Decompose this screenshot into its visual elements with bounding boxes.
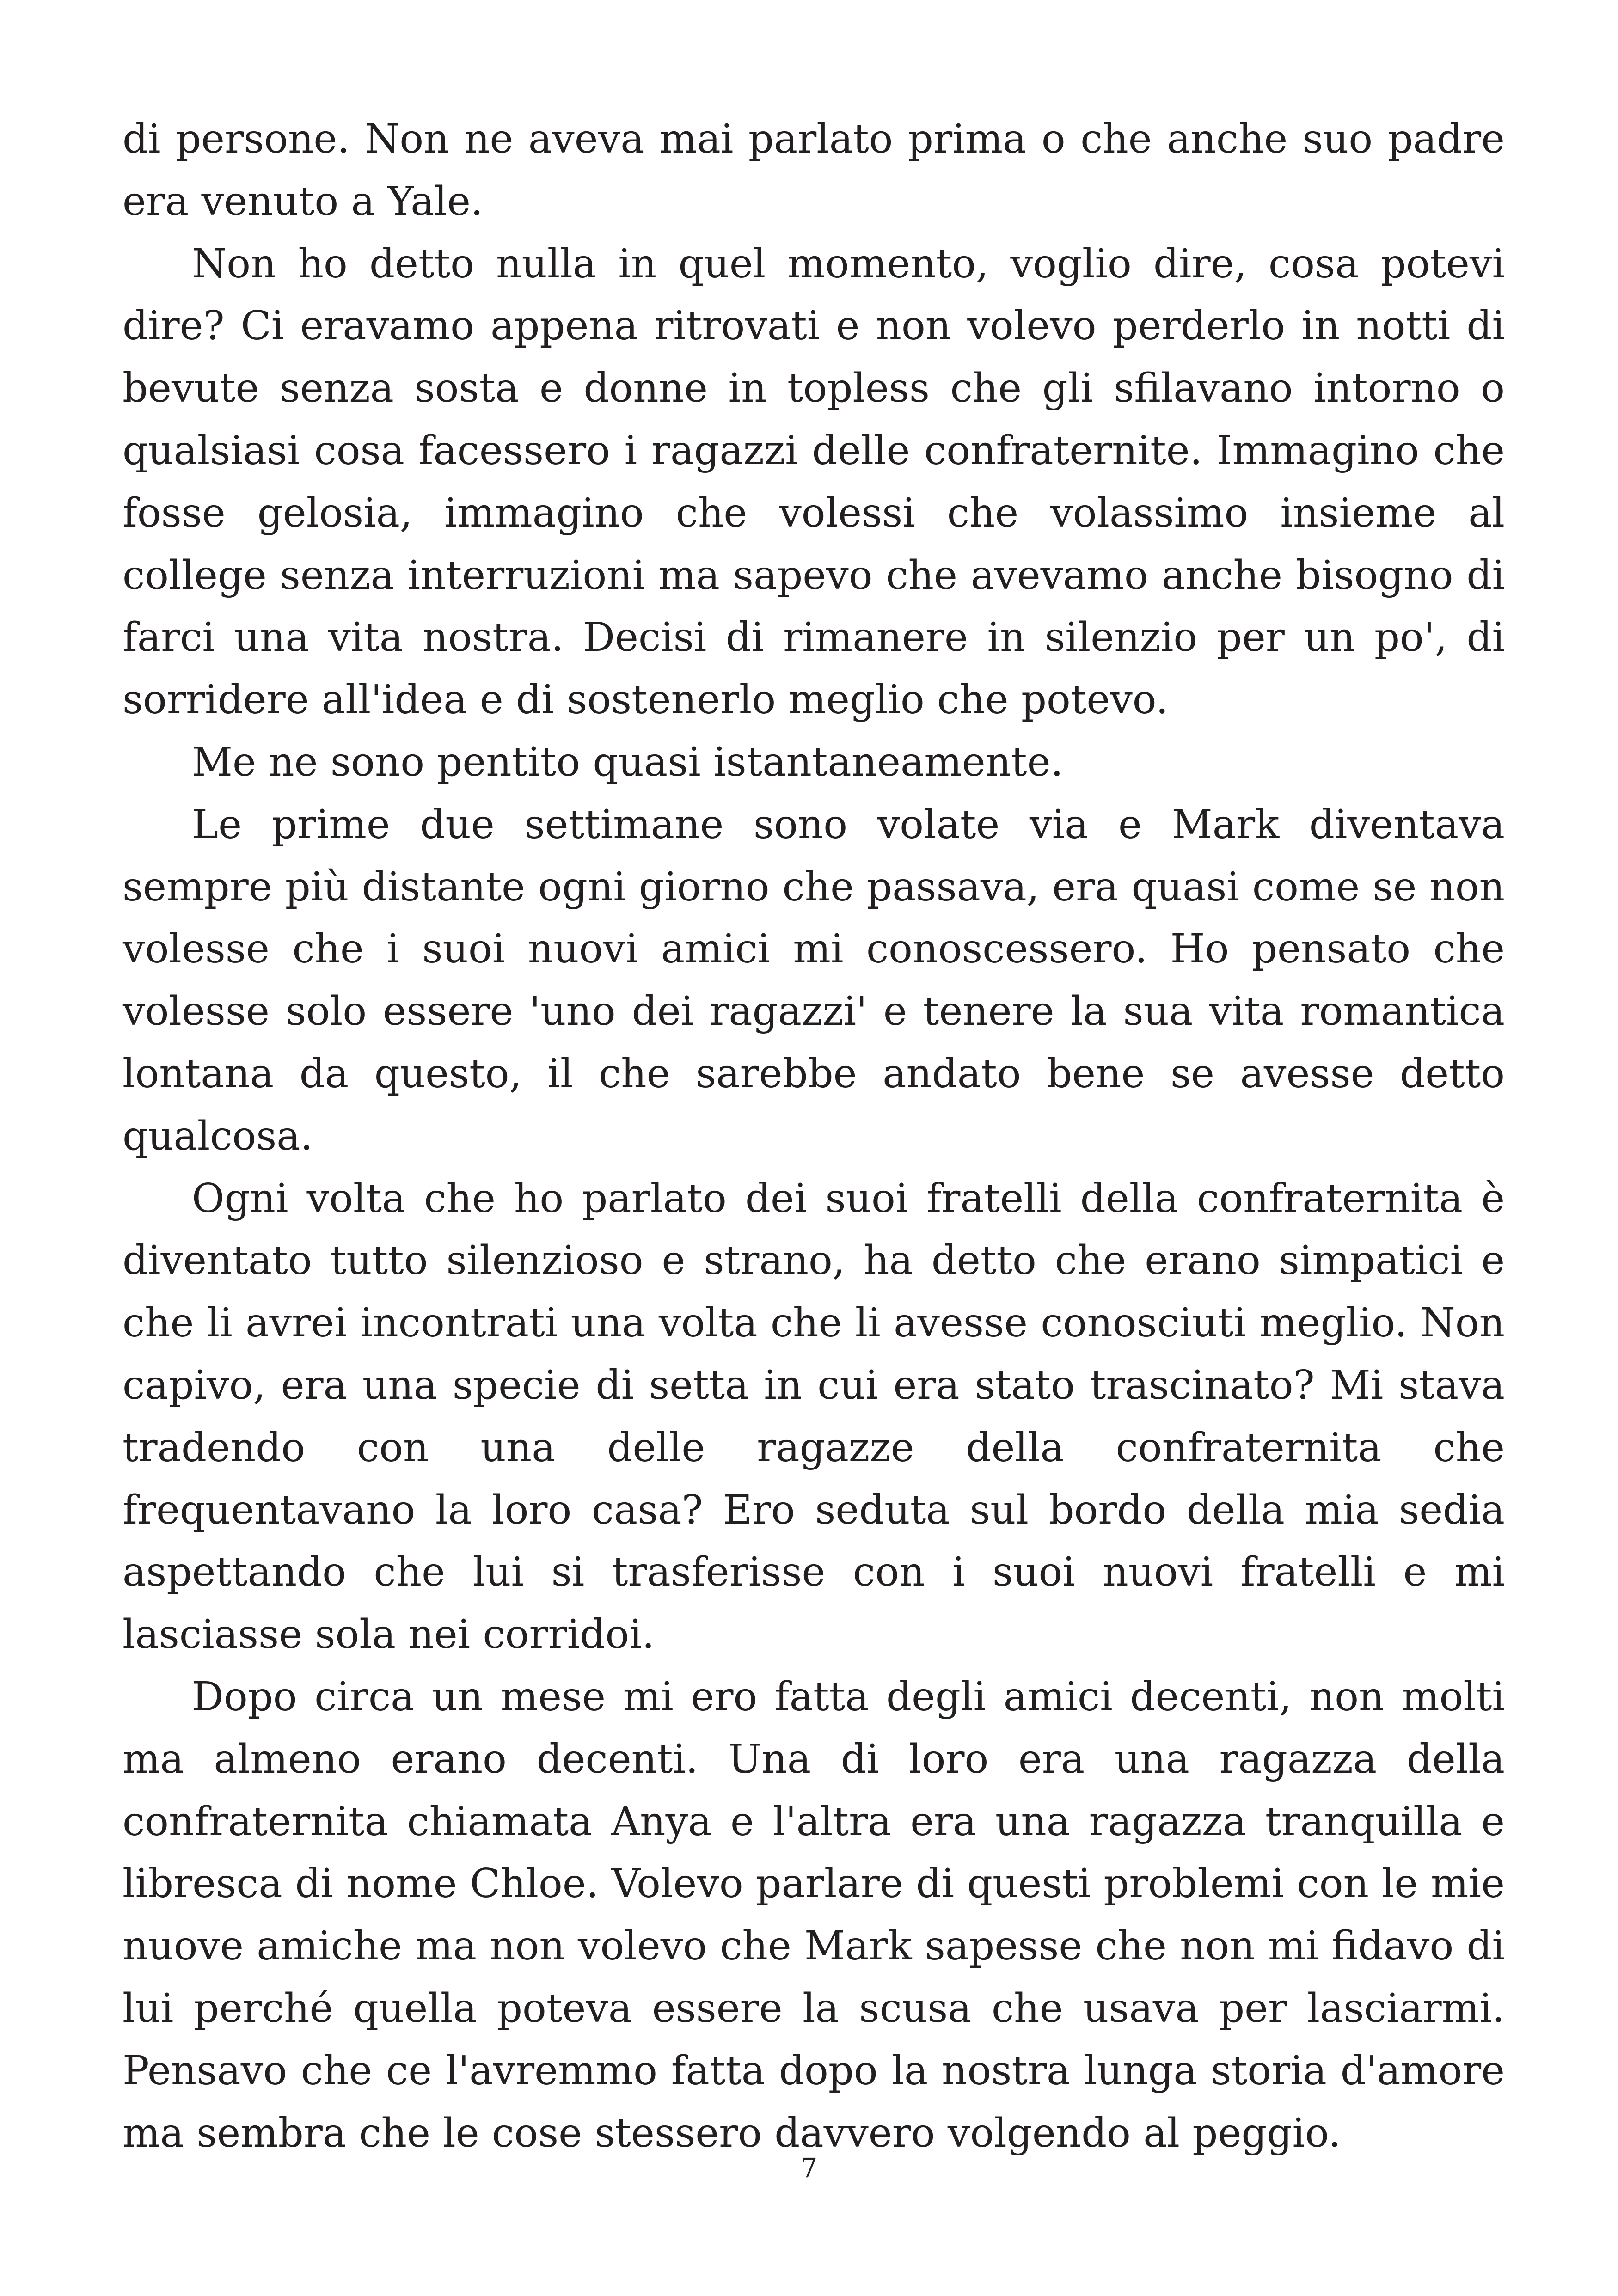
paragraph-continuation: di persone. Non ne aveva mai parlato prima o che anche suo padre era venuto a Yale. xyxy=(123,116,1505,225)
body-text xyxy=(123,108,1505,2164)
paragraph: Dopo circa un mese mi ero fatta degli amici decenti, non molti ma almeno erano decenti. Una di loro era una ragazza della confraternita chiamata Anya e l'altra era una ragazza tranquilla e libresca di nome Chloe. Volevo parlare di questi problemi con le mie nuove amiche ma non volevo che Mark sapesse che non mi fidavo di lui perché quella poteva essere la scusa che usava per lasciarmi. Pensavo che ce l'avremmo fatta dopo la nostra lunga storia d'amore ma sembra che le cose stessero davvero volgendo al peggio. xyxy=(123,1673,1505,2156)
paragraph: Me ne sono pentito quasi istantaneamente. xyxy=(192,739,1063,785)
paragraph: Non ho detto nulla in quel momento, voglio dire, cosa potevi dire? Ci eravamo appena ritrovati e non volevo perderlo in notti di bevute senza sosta e donne in topless che gli sfilavano intorno o qualsiasi cosa facessero i ragazzi delle confraternite. Immagino che fosse gelosia, immagino che volessi che volassimo insieme al college senza interruzioni ma sapevo che avevamo anche bisogno di farci una vita nostra. Decisi di rimanere in silenzio per un po', di sorridere all'idea e di sostenerlo meglio che potevo. xyxy=(123,240,1505,723)
page-number: 7 xyxy=(800,2152,818,2184)
paragraph: Ogni volta che ho parlato dei suoi fratelli della confraternita è diventato tutto silenzioso e strano, ha detto che erano simpatici e che li avrei incontrati una volta che li avesse conosciuti meglio. Non capivo, era una specie di setta in cui era stato trascinato? Mi stava tradendo con una delle ragazze della confraternita che frequentavano la loro casa? Ero seduta sul bordo della mia sedia aspettando che lui si trasferisse con i suoi nuovi fratelli e mi lasciasse sola nei corridoi. xyxy=(123,1175,1505,1658)
paragraph: Le prime due settimane sono volate via e Mark diventava sempre più distante ogni giorno che passava, era quasi come se non volesse che i suoi nuovi amici mi conoscessero. Ho pensato che volesse solo essere 'uno dei ragazzi' e tenere la sua vita romantica lontana da questo, il che sarebbe andato bene se avesse detto qualcosa. xyxy=(123,801,1505,1159)
